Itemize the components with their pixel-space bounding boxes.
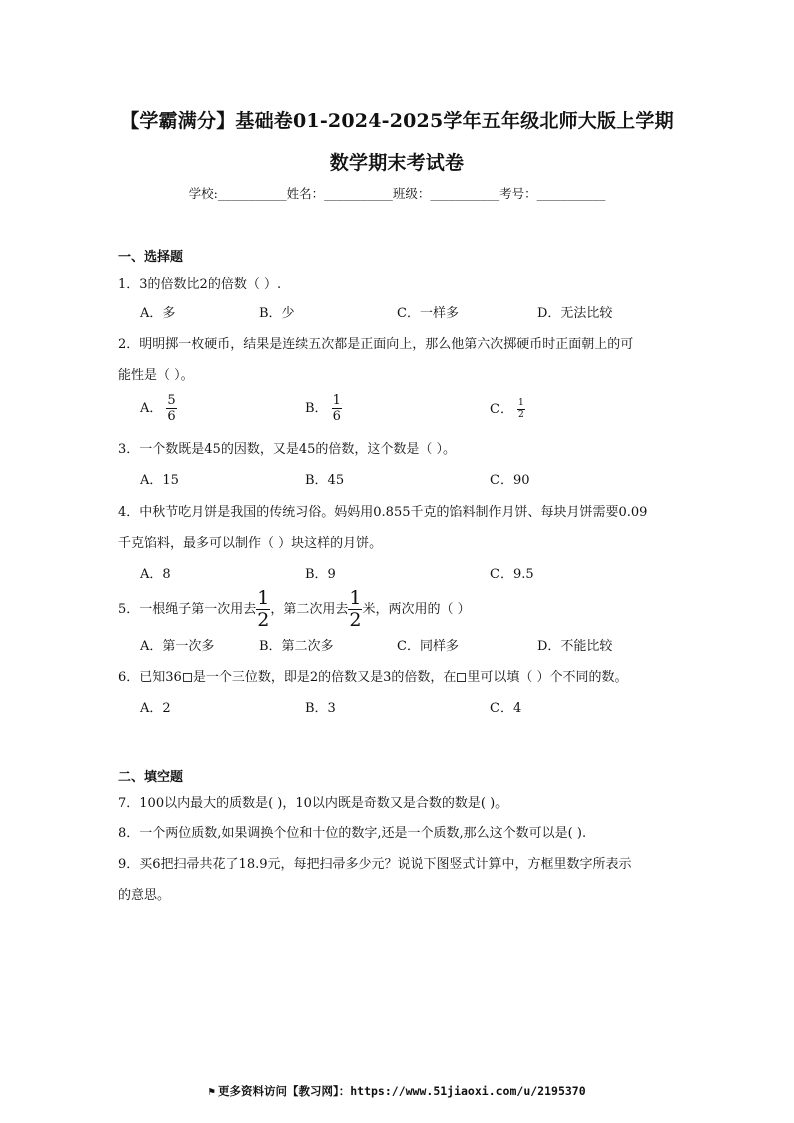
q6-option-b: B．3 xyxy=(305,701,336,716)
question-9-line2: 的意思。 xyxy=(118,888,171,903)
q4-option-a: A．8 xyxy=(140,567,171,582)
q2-option-b: B． $\frac{1}{6}$ xyxy=(305,393,341,424)
q1-option-c: C．一样多 xyxy=(397,306,459,321)
q6-option-c: C．4 xyxy=(490,701,522,716)
q3-option-a: A．15 xyxy=(140,473,179,488)
flag-icon: ⚑ xyxy=(208,1085,215,1098)
q4-option-c: C．9.5 xyxy=(490,567,534,582)
q5-fraction-second: $\frac{1}{2}$ xyxy=(349,587,362,631)
q2-option-a-fraction: $\frac{5}{6}$ xyxy=(167,393,176,424)
question-3-stem: 3．一个数既是45的因数，又是45的倍数，这个数是（ ）。 xyxy=(118,442,456,457)
q3-option-c: C．90 xyxy=(490,473,530,488)
q5-option-b: B．第二次多 xyxy=(259,639,334,654)
q4-option-b: B．9 xyxy=(305,567,336,582)
question-6-stem: 6．已知36 是一个三位数，即是2的倍数又是3的倍数，在 里可以填（ ）个不同的数。 xyxy=(118,670,628,685)
q5-option-d: D．不能比较 xyxy=(537,639,613,654)
section-heading-choice: 一、选择题 xyxy=(118,250,184,265)
q2-option-b-fraction: $\frac{1}{6}$ xyxy=(332,393,341,424)
q2-option-a: A． $\frac{5}{6}$ xyxy=(140,393,176,424)
q2-option-c-fraction: $\frac{1}{2}$ xyxy=(517,398,524,420)
q5-option-a: A．第一次多 xyxy=(140,639,215,654)
q6-option-a: A．2 xyxy=(140,701,171,716)
question-5-stem: 5．一根绳子第一次用去 $\frac{1}{2}$ ，第二次用去 $\frac{1}{2}$ 米，两次用的（ ） xyxy=(118,587,471,631)
q1-option-d: D．无法比较 xyxy=(537,306,613,321)
page-title-line1: 【学霸满分】基础卷01-2024-2025学年五年级北师大版上学期 xyxy=(120,110,674,132)
question-8: 8．一个两位质数,如果调换个位和十位的数字,还是一个质数,那么这个数可以是( ). xyxy=(118,826,587,841)
footer-link[interactable]: ⚑ 更多资料访问【教习网】：https://www.51jiaoxi.com/u/2195370 xyxy=(208,1084,586,1098)
question-9-line1: 9．买6把扫帚共花了18.9元，每把扫帚多少元？说说下图竖式计算中，方框里数字所表示 xyxy=(118,857,632,872)
question-2-stem-line1: 2．明明掷一枚硬币，结果是连续五次都是正面向上，那么他第六次掷硬币时正面朝上的可 xyxy=(118,337,634,352)
q1-option-b: B．少 xyxy=(259,306,295,321)
question-7: 7．100以内最大的质数是( )，10以内既是奇数又是合数的数是( )。 xyxy=(118,796,509,811)
blank-box-icon xyxy=(183,673,192,682)
section-heading-fill: 二、填空题 xyxy=(118,770,184,785)
q5-fraction-first: $\frac{1}{2}$ xyxy=(257,587,270,631)
question-1-stem: 1．3的倍数比2的倍数（ ）. xyxy=(118,277,282,292)
q1-option-a: A．多 xyxy=(140,306,176,321)
question-4-stem-line2: 千克馅料，最多可以制作（ ）块这样的月饼。 xyxy=(118,536,383,551)
page-title-line2: 数学期末考试卷 xyxy=(329,152,465,174)
student-info-line: 学校:___________姓名：___________班级：___________考号：___________ xyxy=(188,186,606,201)
question-4-stem-line1: 4．中秋节吃月饼是我国的传统习俗。妈妈用0.855千克的馅料制作月饼、每块月饼需要0.09 xyxy=(118,505,648,520)
q5-option-c: C．同样多 xyxy=(397,639,459,654)
blank-box-icon xyxy=(457,673,466,682)
q3-option-b: B．45 xyxy=(305,473,345,488)
q2-option-c: C． $\frac{1}{2}$ xyxy=(490,398,524,420)
question-2-stem-line2: 能性是（ ）。 xyxy=(118,368,194,383)
